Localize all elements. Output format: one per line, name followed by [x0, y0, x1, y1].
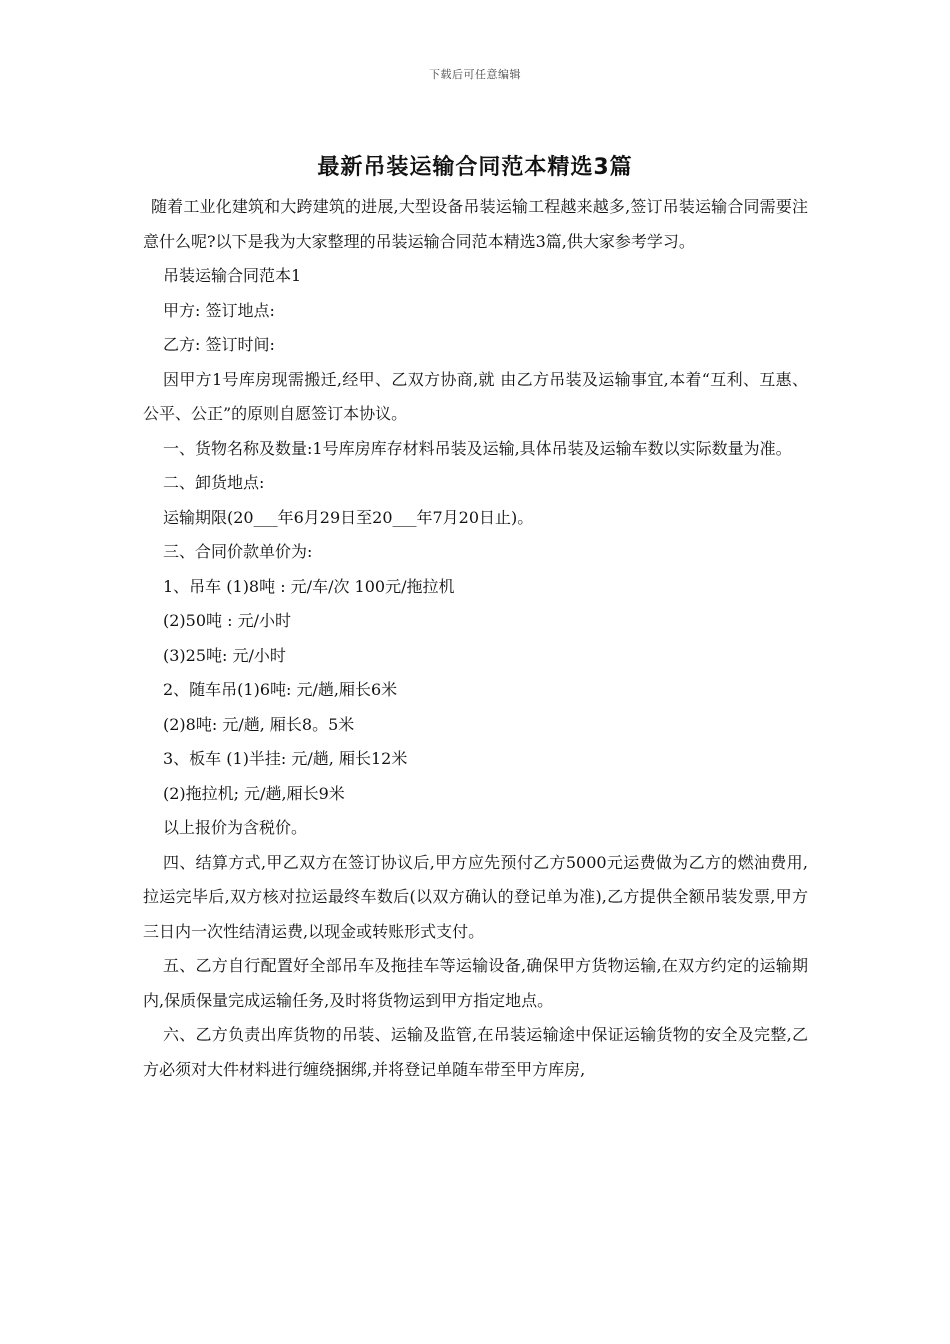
document-body	[143, 190, 808, 1087]
paragraph: (2)50吨 : 元/小时	[163, 611, 291, 630]
paragraph: 3、板车 (1)半挂: 元/趟, 厢长12米	[163, 749, 408, 768]
paragraph: (2)拖拉机; 元/趟,厢长9米	[163, 783, 345, 803]
download-note: 下载后可任意编辑	[429, 68, 521, 81]
paragraph: 随着工业化建筑和大跨建筑的进展,大型设备吊装运输工程越来越多,签订吊装运输合同需要注意什么呢?以下是我为大家整理的吊装运输合同范本精选3篇,供大家参考学习。	[143, 197, 808, 251]
paragraph: 六、乙方负责出库货物的吊装、运输及监管,在吊装运输途中保证运输货物的安全及完整,乙方必须对大件材料进行缠绕捆绑,并将登记单随车带至甲方库房,	[143, 1025, 808, 1079]
paragraph: 二、卸货地点:	[163, 473, 265, 492]
paragraph: 五、乙方自行配置好全部吊车及拖挂车等运输设备,确保甲方货物运输,在双方约定的运输期内,保质保量完成运输任务,及时将货物运到甲方指定地点。	[143, 956, 808, 1010]
document-title: 最新吊装运输合同范本精选3篇	[317, 155, 633, 180]
paragraph: 一、货物名称及数量:1号库房库存材料吊装及运输,具体吊装及运输车数以实际数量为准。	[163, 438, 792, 458]
paragraph: 甲方: 签订地点:	[163, 300, 275, 320]
paragraph: 因甲方1号库房现需搬迁,经甲、乙双方协商,就 由乙方吊装及运输事宜,本着“互利、互惠、公平、公正”的原则自愿签订本协议。	[143, 369, 808, 423]
paragraph: 三、合同价款单价为:	[163, 542, 313, 561]
paragraph: (2)8吨: 元/趟, 厢长8。5米	[163, 714, 355, 734]
paragraph: 乙方: 签订时间:	[163, 335, 275, 354]
paragraph: 运输期限(20___年6月29日至20___年7月20日止)。	[163, 507, 534, 527]
paragraph: 四、结算方式,甲乙双方在签订协议后,甲方应先预付乙方5000元运费做为乙方的燃油费用,拉运完毕后,双方核对拉运最终车数后(以双方确认的登记单为准),乙方提供全额吊装发票,甲方三日内一次性结清运费,以现金或转账形式支付。	[143, 852, 808, 941]
paragraph: 1、吊车 (1)8吨 : 元/车/次 100元/拖拉机	[163, 576, 455, 596]
paragraph: 2、随车吊(1)6吨: 元/趟,厢长6米	[163, 680, 398, 699]
paragraph: 以上报价为含税价。	[163, 818, 308, 837]
paragraph: 吊装运输合同范本1	[163, 266, 302, 285]
paragraph: (3)25吨: 元/小时	[163, 645, 286, 665]
